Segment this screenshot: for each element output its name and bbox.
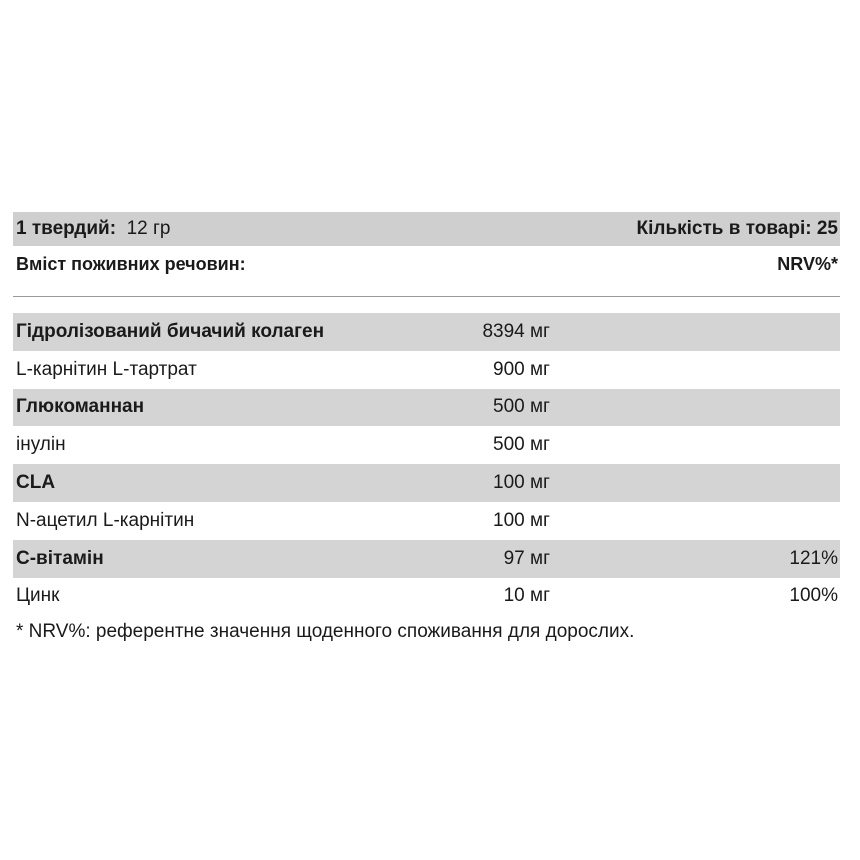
nutrient-name: Глюкоманнан: [16, 396, 145, 418]
nutrient-amount: 100 мг: [493, 509, 550, 531]
content-subheader: [13, 246, 840, 282]
nutrient-row: [13, 540, 840, 578]
nutrient-row: [13, 578, 840, 616]
nutrient-amount: 500 мг: [493, 434, 550, 456]
nutrient-row: [13, 464, 840, 502]
nutrient-row: [13, 426, 840, 464]
nutrient-name: L-карнітин L-тартрат: [16, 358, 197, 380]
content-label: Вміст поживних речовин:: [16, 253, 246, 274]
nutrient-name: Гідролізований бичачий колаген: [16, 320, 325, 342]
nutrient-name: С-вітамін: [16, 547, 104, 569]
quantity-label: Кількість в товарі:: [636, 218, 812, 239]
serving-size: 12 гр: [126, 218, 171, 239]
nutrient-table: [13, 313, 840, 615]
nutrient-amount: 500 мг: [493, 396, 550, 418]
nutrient-name: CLA: [16, 472, 56, 494]
nutrient-amount: 900 мг: [493, 358, 550, 380]
nutrient-amount: 97 мг: [503, 547, 550, 569]
nutrient-nrv: 121%: [789, 547, 838, 569]
nutrient-row: [13, 389, 840, 427]
quantity-value: 25: [816, 218, 838, 239]
nutrient-row: [13, 313, 840, 351]
nutrient-nrv: 100%: [789, 585, 838, 607]
serving-info: [16, 218, 171, 240]
nutrient-amount: 10 мг: [503, 585, 550, 607]
nutrient-row: [13, 351, 840, 389]
nrv-footnote: * NRV%: референтне значення щоденного споживання для дорослих.: [16, 621, 635, 643]
serving-label: 1 твердий:: [16, 218, 117, 239]
nutrient-amount: 8394 мг: [482, 320, 550, 342]
nutrient-name: Цинк: [16, 585, 60, 607]
nutrient-amount: 100 мг: [493, 472, 550, 494]
divider: [13, 296, 840, 297]
nutrition-facts-panel: [13, 212, 840, 643]
nutrient-row: [13, 502, 840, 540]
nutrient-name: інулін: [16, 434, 66, 456]
nutrient-name: N-ацетил L-карнітин: [16, 509, 195, 531]
serving-header: [13, 212, 840, 246]
quantity-info: [637, 218, 839, 240]
nrv-column-label: NRV%*: [777, 253, 838, 274]
